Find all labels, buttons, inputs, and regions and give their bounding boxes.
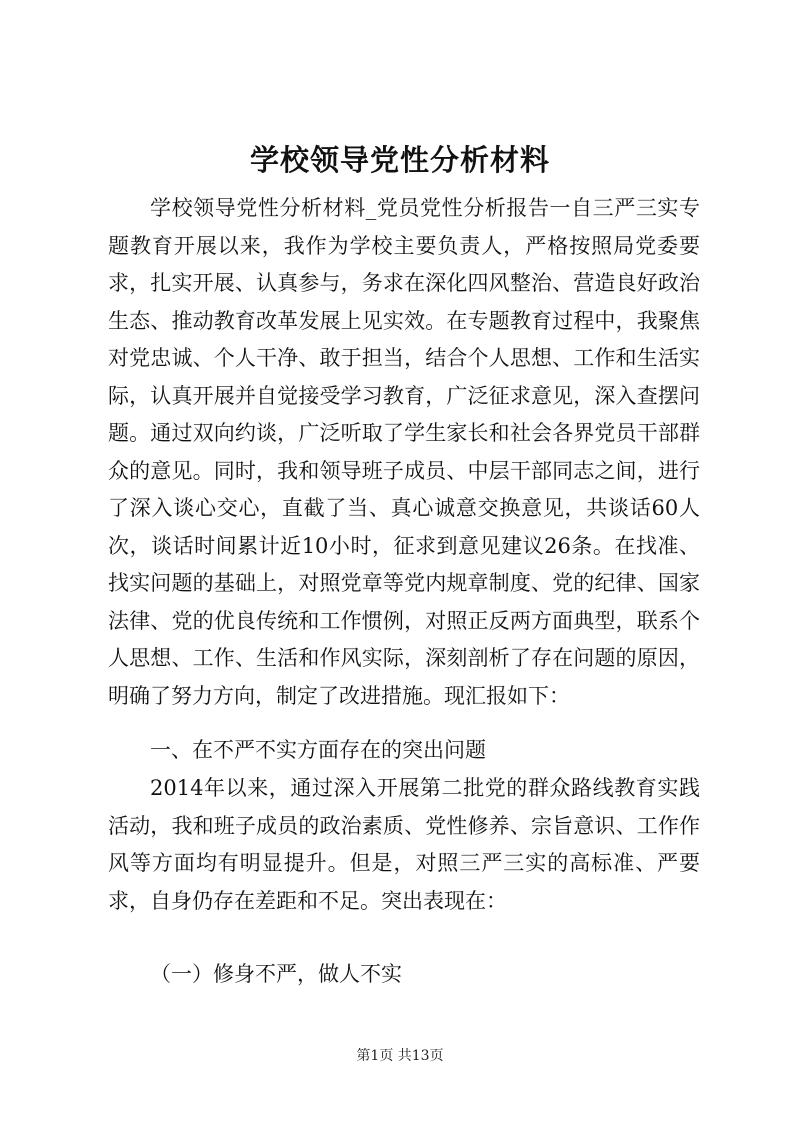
document-title: 学校领导党性分析材料	[249, 143, 550, 177]
body-paragraph-intro: 学校领导党性分析材料_党员党性分析报告一自三严三实专题教育开展以来，我作为学校主要负责人，严格按照局党委要求，扎实开展、认真参与，务求在深化四风整治、营造良好政治生态、推动教育改革发展上见实效。在专题教育过程中，我聚焦对党忠诚、个人干净、敢于担当，结合个人思想、工作和生活实际，认真开展并自觉接受学习教育，广泛征求意见，深入查摆问题。通过双向约谈，广泛听取了学生家长和社会各界党员干部群众的意见。同时，我和领导班子成员、中层干部同志之间，进行了深入谈心交心，直截了当、真心诚意交换意见，共谈话60人次，谈话时间累计近10小时，征求到意见建议26条。在找准、找实问题的基础上，对照党章等党内规章制度、党的纪律、国家法律、党的优良传统和工作惯例，对照正反两方面典型，联系个人思想、工作、生活和作风实际，深刻剖析了存在问题的原因，明确了努力方向，制定了改进措施。现汇报如下：	[108, 196, 700, 708]
body-paragraph-2014: 2014年以来，通过深入开展第二批党的群众路线教育实践活动，我和班子成员的政治素质、党性修养、宗旨意识、工作作风等方面均有明显提升。但是，对照三严三实的高标准、严要求，自身仍存在差距和不足。突出表现在：	[108, 776, 700, 913]
page-number-footer: 第1页 共13页	[356, 1048, 444, 1064]
subsection-heading-1: （一）修身不严，做人不实	[150, 962, 402, 986]
section-heading-1: 一、在不严不实方面存在的突出问题	[150, 738, 486, 762]
